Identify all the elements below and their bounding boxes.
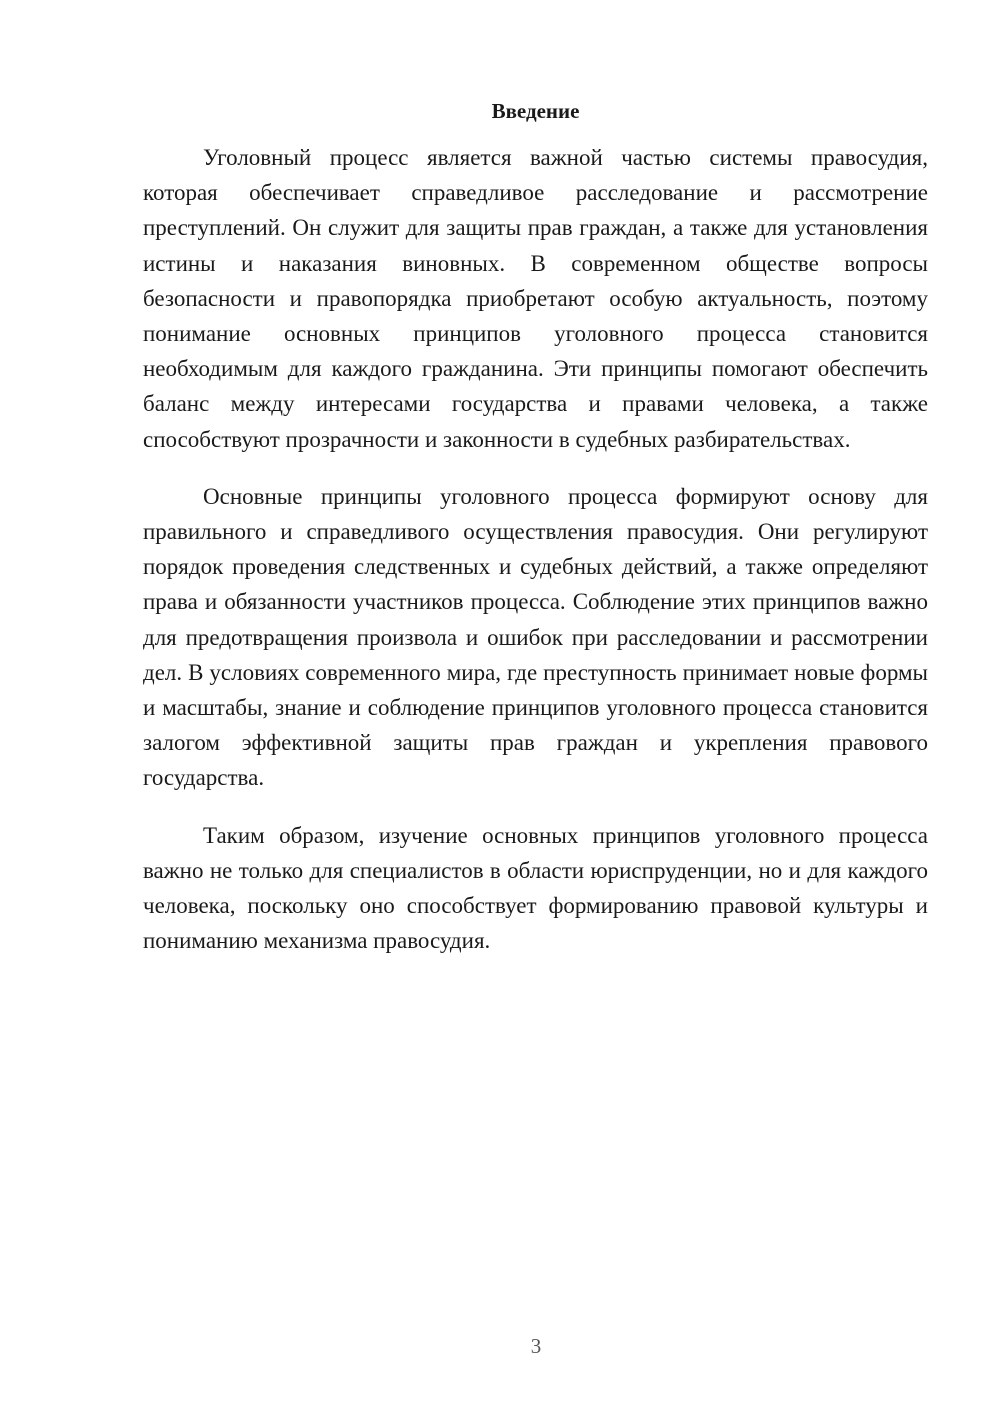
paragraph-1: Уголовный процесс является важной частью системы правосудия, которая обеспечивает справедливое расследование и рассмотрение преступлений. Он служит для защиты прав граждан, а также для установления истины и наказания виновных. В современном обществе вопросы безопасности и правопорядка приобретают особую актуальность, поэтому понимание основных принципов уголовного процесса становится необходимым для каждого гражданина. Эти принципы помогают обеспечить баланс между интересами государства и правами человека, а также способствуют прозрачности и законности в судебных разбирательствах.	[143, 145, 928, 452]
paragraph-3: Таким образом, изучение основных принципов уголовного процесса важно не только для специалистов в области юриспруденции, но и для каждого человека, поскольку оно способствует формированию правовой культуры и пониманию механизма правосудия.	[143, 822, 928, 954]
page-number: 3	[530, 1334, 542, 1358]
page-content	[143, 96, 928, 958]
paragraph-2: Основные принципы уголовного процесса формируют основу для правильного и справедливого осуществления правосудия. Они регулируют порядок проведения следственных и судебных действий, а также определяют права и обязанности участников процесса. Соблюдение этих принципов важно для предотвращения произвола и ошибок при расследовании и рассмотрении дел. В условиях современного мира, где преступность принимает новые формы и масштабы, знание и соблюдение принципов уголовного процесса становится залогом эффективной защиты прав граждан и укрепления правового государства.	[143, 483, 928, 791]
section-heading: Введение	[491, 99, 580, 123]
